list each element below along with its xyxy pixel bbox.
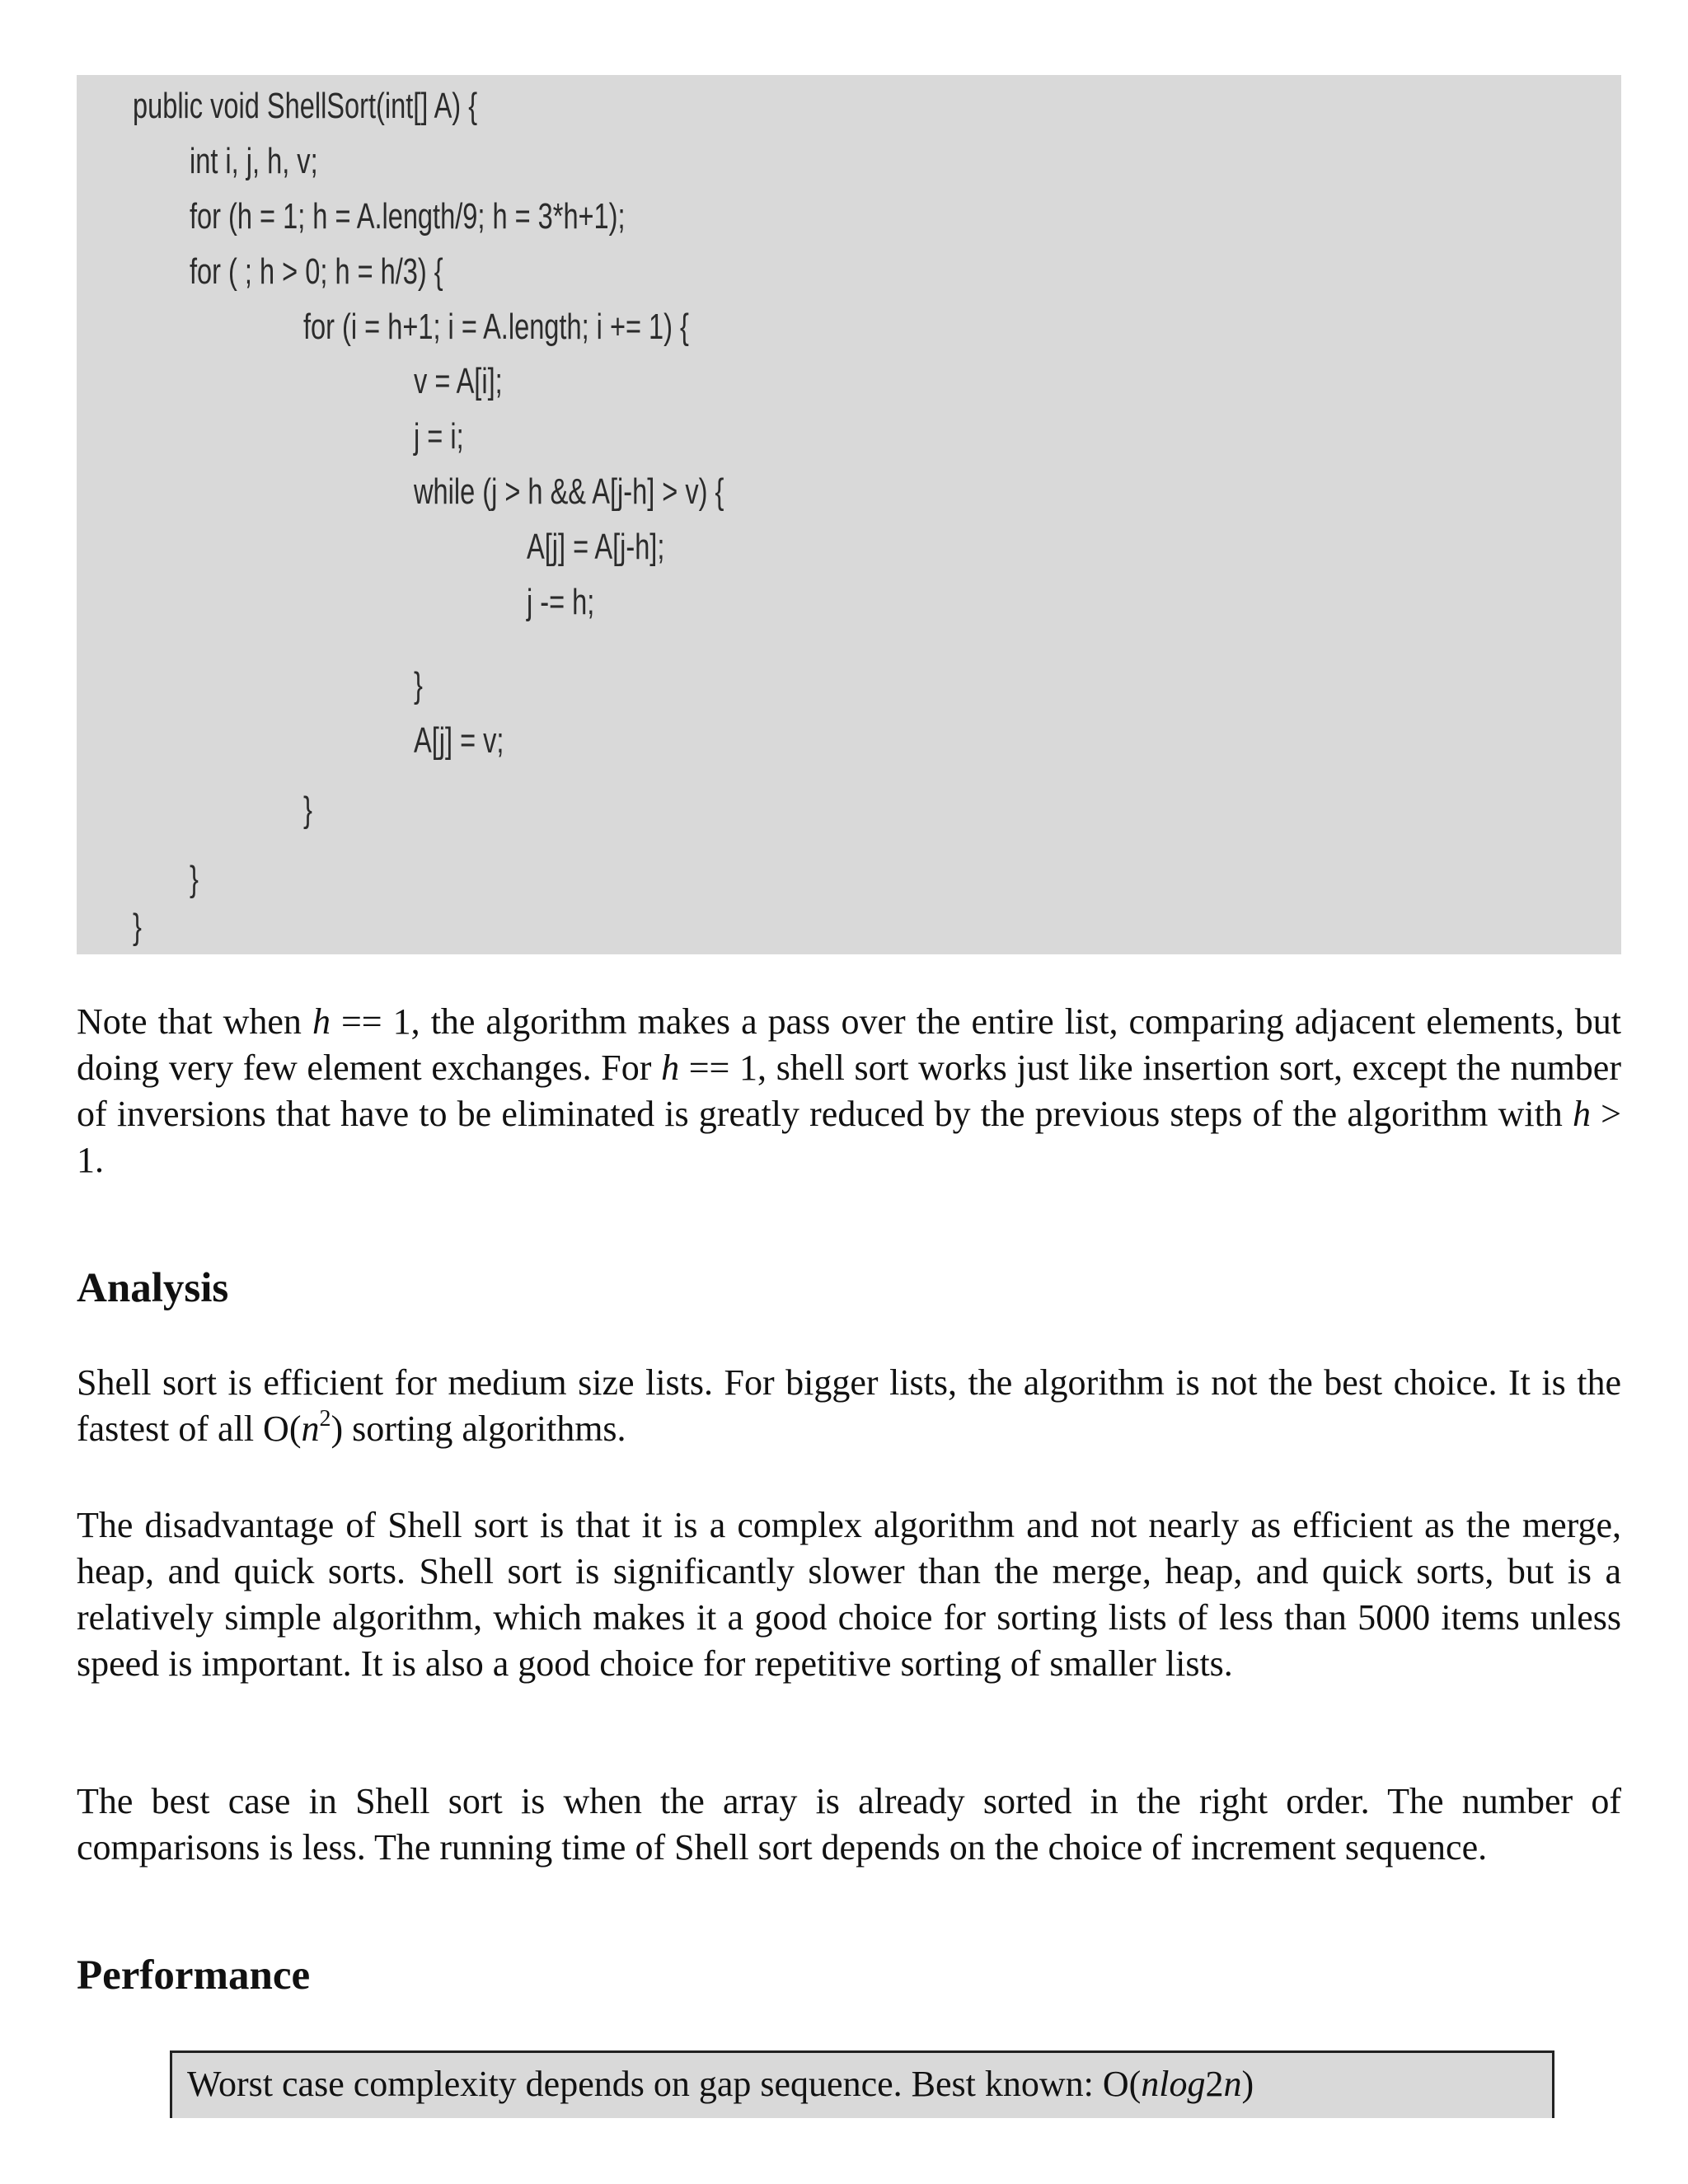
note-paragraph: Note that when h == 1, the algorithm makes a pass over the entire list, comparing adjacent elements, but doing very few element exchanges. For h == 1, shell sort works just like insertion sort, except the number of inversions that have to be eliminated is greatly reduced by the previous steps of the algorithm with h > 1.: [77, 1001, 1622, 1180]
analysis-heading: Analysis: [77, 1265, 229, 1311]
code-line: j -= h;: [527, 582, 595, 622]
code-line: j = i;: [414, 416, 464, 457]
code-line: }: [414, 665, 423, 705]
code-line: }: [190, 859, 199, 899]
analysis-paragraph-2: The disadvantage of Shell sort is that it is a complex algorithm and not nearly as efficient as the merge, heap, and quick sorts. Shell sort is significantly slower than the merge, heap, and quick sorts, but is a relatively simple algorithm, which makes it a good choice for sorting lists of less than 5000 items unless speed is important. It is also a good choice for repetitive sorting of smaller lists.: [77, 1505, 1621, 1684]
code-line: A[j] = v;: [414, 720, 504, 761]
code-line: A[j] = A[j-h];: [527, 527, 665, 567]
code-line: for (i = h+1; i = A.length; i += 1) {: [303, 307, 689, 347]
analysis-paragraph-3: The best case in Shell sort is when the array is already sorted in the right order. The number of comparisons is less. The running time of Shell sort depends on the choice of increment sequence.: [77, 1781, 1621, 1868]
code-listing: [77, 75, 1621, 954]
code-line: }: [133, 907, 142, 947]
code-line: for ( ; h > 0; h = h/3) {: [190, 251, 443, 292]
code-line: for (h = 1; h = A.length/9; h = 3*h+1);: [190, 196, 626, 237]
performance-text: Worst case complexity depends on gap sequence. Best known: O(nlog2n): [187, 2064, 1254, 2104]
code-line: while (j > h && A[j-h] > v) {: [414, 471, 724, 512]
code-line: public void ShellSort(int[] A) {: [133, 86, 478, 126]
code-line: int i, j, h, v;: [190, 141, 318, 181]
performance-heading: Performance: [77, 1952, 311, 1999]
code-line: }: [303, 790, 312, 830]
analysis-paragraph-1: Shell sort is efficient for medium size lists. For bigger lists, the algorithm is not the best choice. It is the fastest of all $O(n^2)$ sorting algorithms.: [77, 1362, 1621, 1449]
performance-table-cell: [170, 2050, 1554, 2118]
code-line: v = A[i];: [414, 361, 503, 401]
